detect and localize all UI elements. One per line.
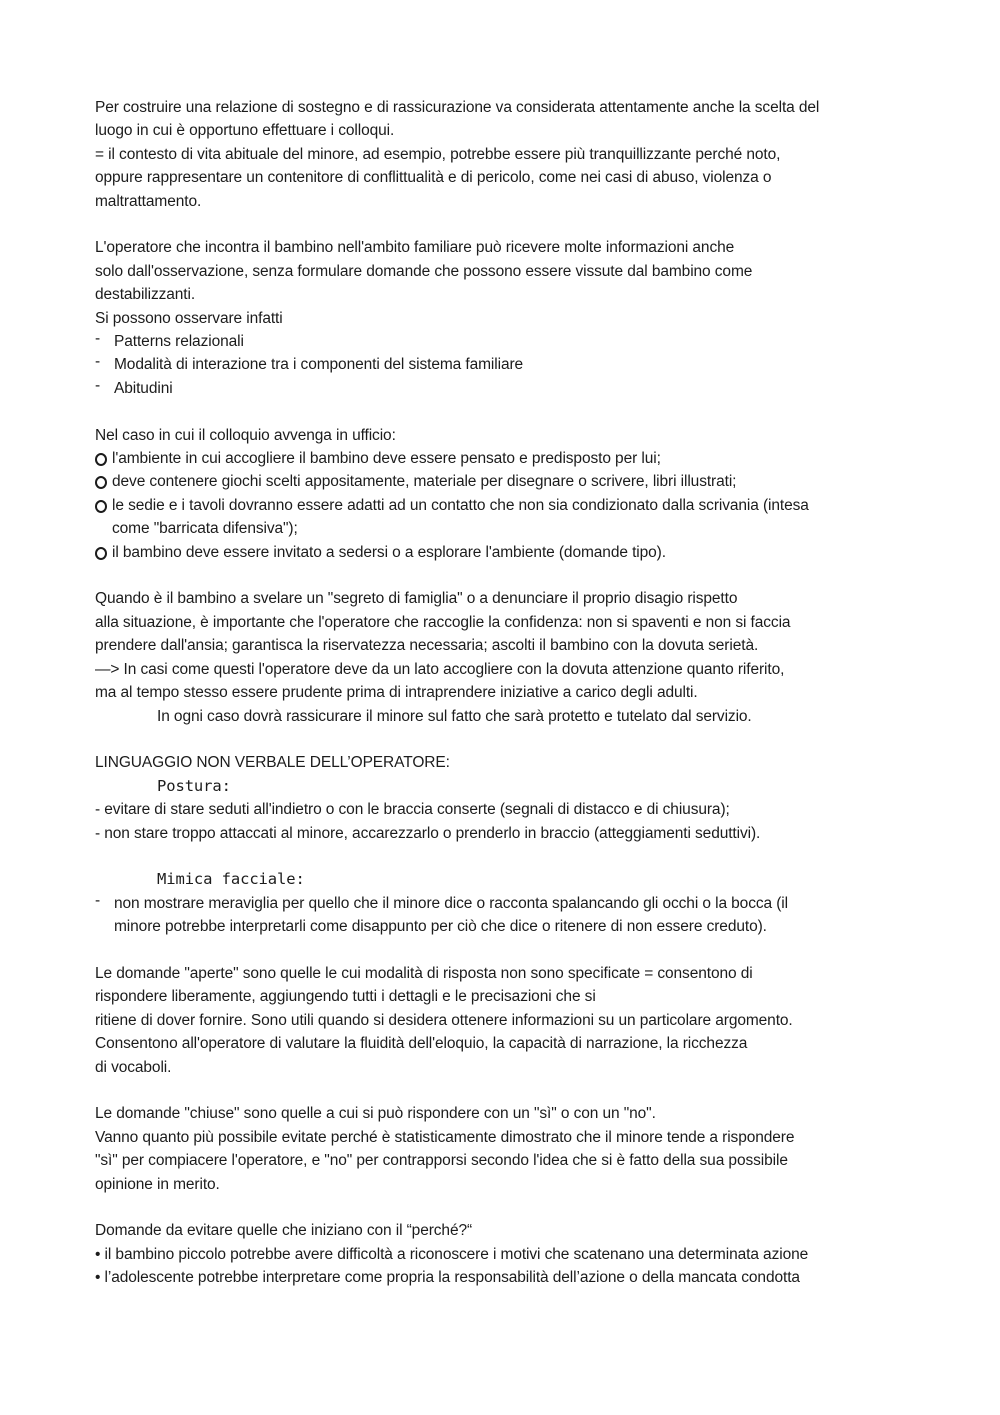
document-page bbox=[95, 96, 915, 1290]
text-line-indented: In ogni caso dovrà rassicurare il minore sul fatto che sarà protetto e tutelato dal servizio. bbox=[157, 707, 752, 725]
bullet-line: • l’adolescente potrebbe interpretare come propria la responsabilità dell’azione o della mancata condotta bbox=[95, 1269, 800, 1287]
text-line: - non stare troppo attaccati al minore, accarezzarlo o prenderlo in braccio (atteggiamenti seduttivi). bbox=[95, 824, 761, 842]
list-item-text: Modalità di interazione tra i componenti del sistema familiare bbox=[114, 356, 524, 374]
text-line: Consentono all'operatore di valutare la fluidità dell'eloquio, la capacità di narrazione, la ricchezza bbox=[95, 1035, 748, 1053]
paragraph-open-questions bbox=[95, 962, 915, 1079]
list-item bbox=[95, 494, 915, 541]
list-item bbox=[95, 353, 915, 376]
section-heading: LINGUAGGIO NON VERBALE DELL’OPERATORE: bbox=[95, 754, 450, 772]
office-list bbox=[95, 447, 915, 564]
dash-bullet: - bbox=[95, 330, 101, 348]
text-line: Per costruire una relazione di sostegno e di rassicurazione va considerata attentamente anche la scelta del bbox=[95, 99, 820, 116]
paragraph-closed-questions bbox=[95, 1102, 915, 1196]
list-item-text: non mostrare meraviglia per quello che il minore dice o racconta spalancando gli occhi o la bocca (il bbox=[114, 894, 788, 912]
paragraph-family-secret bbox=[95, 587, 915, 727]
list-item-text: l'ambiente in cui accogliere il bambino deve essere pensato e predisposto per lui; bbox=[112, 450, 661, 468]
text-line: prendere dall'ansia; garantisca la riservatezza necessaria; ascolti il bambino con la dovuta serietà. bbox=[95, 637, 759, 655]
list-item-text: minore potrebbe interpretarli come disappunto per ciò che dice o ritenere di non essere creduto). bbox=[114, 918, 767, 936]
text-line: - evitare di stare seduti all'indietro o con le braccia conserte (segnali di distacco e di chiusura); bbox=[95, 801, 730, 819]
text-line: ma al tempo stesso essere prudente prima di intraprendere iniziative a carico degli adulti. bbox=[95, 684, 698, 702]
list-item-text: Patterns relazionali bbox=[114, 333, 244, 351]
text-line: destabilizzanti. bbox=[95, 286, 196, 304]
text-line: alla situazione, è importante che l'operatore che raccoglie la confidenza: non si spaventi e non si faccia bbox=[95, 613, 791, 631]
text-line: —> In casi come questi l'operatore deve da un lato accogliere con la dovuta attenzione quanto riferito, bbox=[95, 660, 785, 678]
list-item-text: il bambino deve essere invitato a sedersi o a esplorare l'ambiente (domande tipo). bbox=[112, 543, 666, 561]
text-line: Le domande "aperte" sono quelle le cui modalità di risposta non sono specificate = consentono di bbox=[95, 964, 753, 982]
text-line: rispondere liberamente, aggiungendo tutti i dettagli e le precisazioni che si bbox=[95, 988, 596, 1006]
text-line: Le domande "chiuse" sono quelle a cui si può rispondere con un "sì" o con un "no". bbox=[95, 1105, 656, 1123]
paragraph-why-questions bbox=[95, 1219, 915, 1289]
list-item-text: le sedie e i tavoli dovranno essere adatti ad un contatto che non sia condizionato dalla scrivania (intesa bbox=[112, 496, 809, 514]
text-line: solo dall'osservazione, senza formulare domande che possono essere vissute dal bambino come bbox=[95, 262, 753, 280]
mimica-label: Mimica facciale: bbox=[157, 870, 305, 889]
text-line: di vocaboli. bbox=[95, 1058, 172, 1076]
circle-bullet-icon bbox=[95, 500, 107, 513]
list-item bbox=[95, 377, 915, 400]
dash-bullet: - bbox=[95, 353, 101, 371]
observe-list bbox=[95, 330, 915, 400]
dash-bullet: - bbox=[95, 891, 101, 909]
text-line: oppure rappresentare un contenitore di conflittualità e di pericolo, come nei casi di abuso, violenza o bbox=[95, 169, 772, 187]
postura-label: Postura: bbox=[157, 776, 231, 795]
paragraph-observation bbox=[95, 236, 915, 330]
circle-bullet-icon bbox=[95, 547, 107, 560]
text-line: Vanno quanto più possibile evitate perché è statisticamente dimostrato che il minore tende a rispondere bbox=[95, 1128, 795, 1146]
list-item bbox=[95, 330, 915, 353]
text-line: maltrattamento. bbox=[95, 192, 202, 210]
list-item bbox=[95, 541, 915, 564]
list-item bbox=[95, 470, 915, 493]
bullet-line: • il bambino piccolo potrebbe avere difficoltà a riconoscere i motivi che scatenano una determinata azione bbox=[95, 1245, 809, 1263]
paragraph-setting bbox=[95, 96, 915, 213]
dash-bullet: - bbox=[95, 376, 101, 394]
text-line: "sì" per compiacere l'operatore, e "no" per contrapporsi secondo l'idea che si è fatto della sua possibile bbox=[95, 1152, 788, 1170]
text-line: opinione in merito. bbox=[95, 1175, 220, 1193]
text-line: ritiene di dover fornire. Sono utili quando si desidera ottenere informazioni su un particolare argomento. bbox=[95, 1011, 793, 1029]
circle-bullet-icon bbox=[95, 476, 107, 489]
text-line: luogo in cui è opportuno effettuare i colloqui. bbox=[95, 122, 395, 140]
list-item bbox=[95, 892, 915, 939]
list-item bbox=[95, 447, 915, 470]
text-line: Domande da evitare quelle che iniziano con il “perché?“ bbox=[95, 1222, 473, 1240]
list-item-text: deve contenere giochi scelti appositamente, materiale per disegnare o scrivere, libri illustrati; bbox=[112, 473, 737, 491]
text-line: Si possono osservare infatti bbox=[95, 309, 283, 327]
list-item-text: Abitudini bbox=[114, 379, 173, 397]
text-line: = il contesto di vita abituale del minore, ad esempio, potrebbe essere più tranquillizzante perché noto, bbox=[95, 145, 781, 163]
office-intro: Nel caso in cui il colloquio avvenga in ufficio: bbox=[95, 426, 396, 444]
text-line: Quando è il bambino a svelare un "segreto di famiglia" o a denunciare il proprio disagio rispetto bbox=[95, 590, 738, 608]
circle-bullet-icon bbox=[95, 453, 107, 466]
text-line: L'operatore che incontra il bambino nell'ambito familiare può ricevere molte informazioni anche bbox=[95, 239, 735, 257]
list-item-text: come "barricata difensiva"); bbox=[112, 520, 298, 538]
